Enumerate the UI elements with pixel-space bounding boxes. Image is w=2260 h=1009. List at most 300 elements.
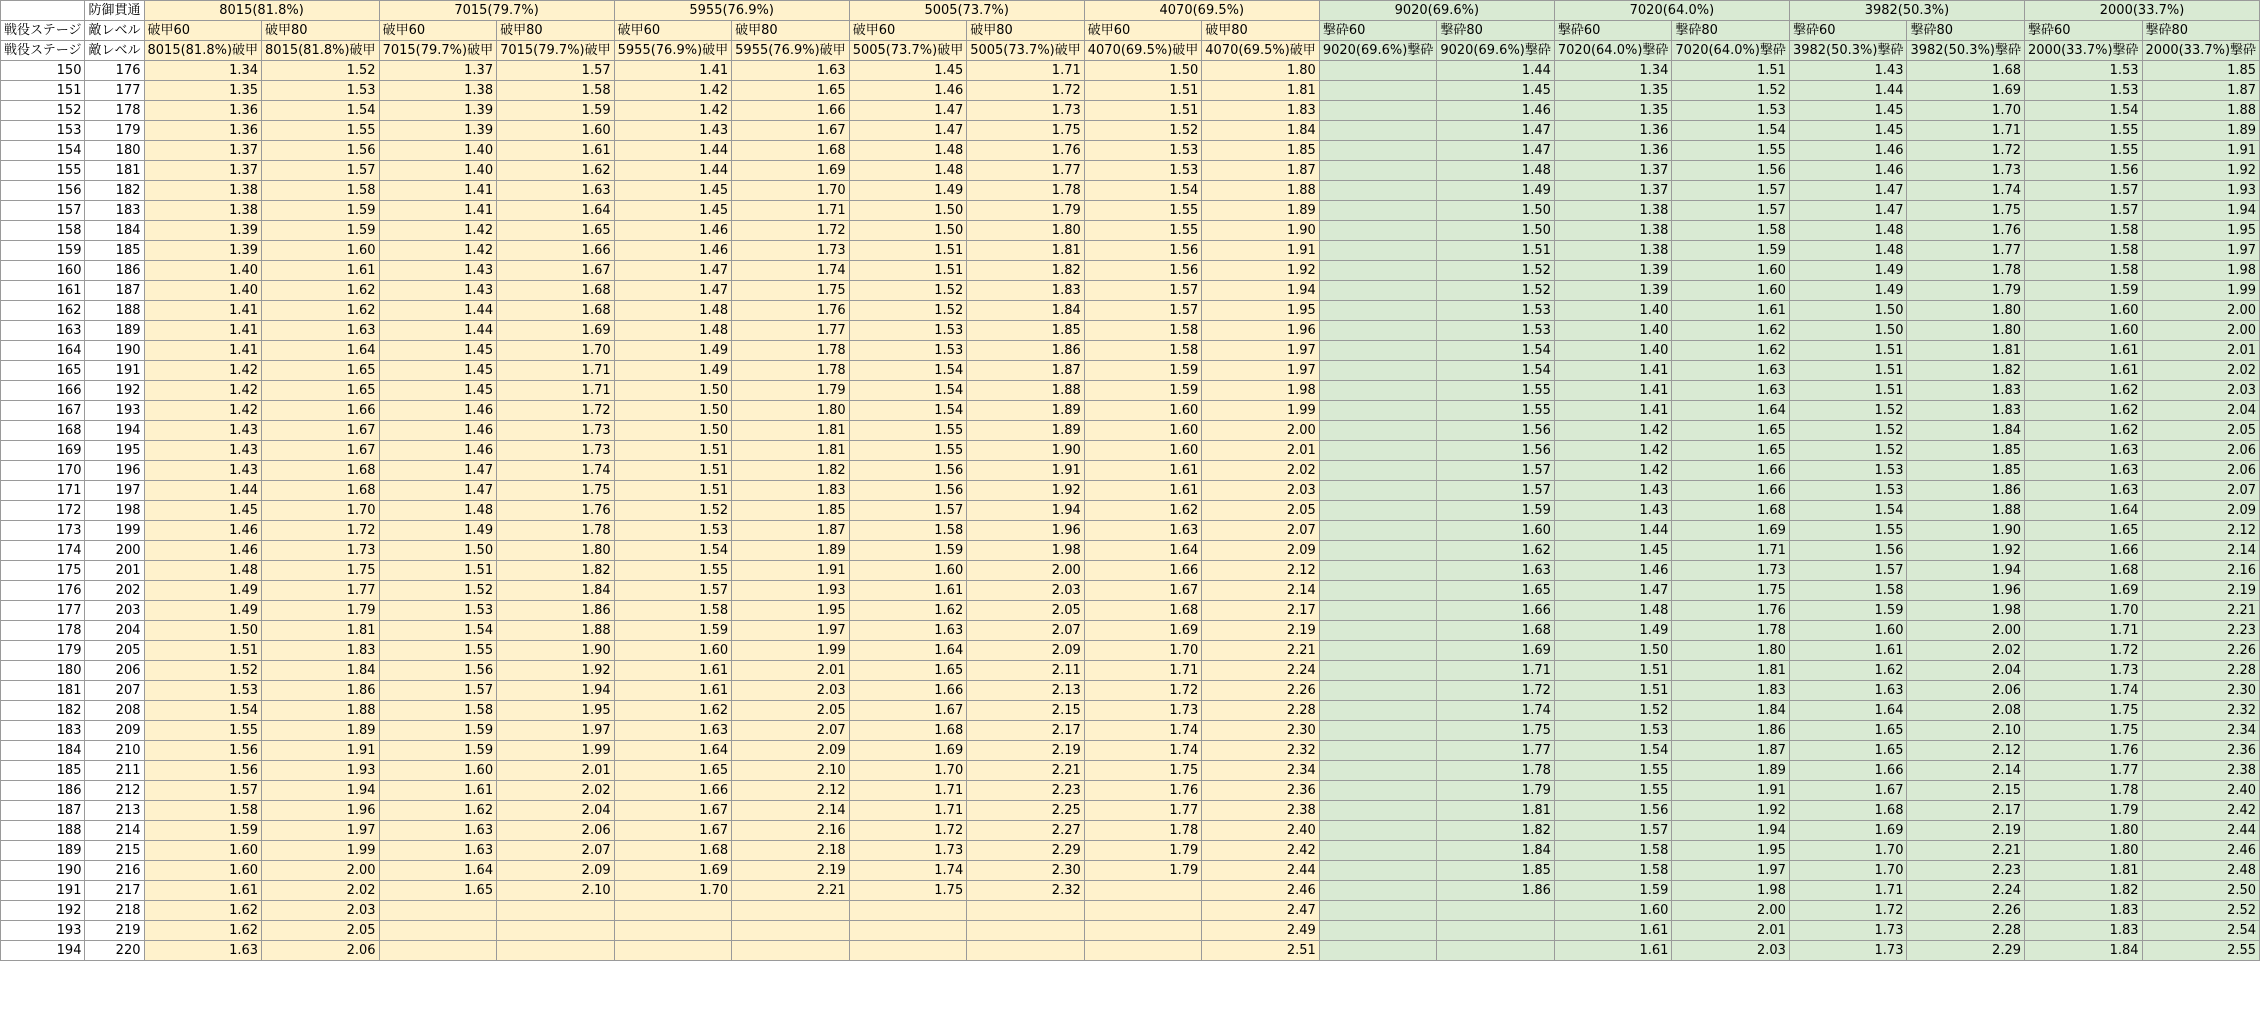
value-cell[interactable]: 1.62 [1672, 321, 1790, 341]
value-cell[interactable]: 1.51 [1084, 81, 1202, 101]
value-cell[interactable]: 1.45 [1789, 121, 1907, 141]
value-cell[interactable]: 1.61 [1789, 641, 1907, 661]
level-cell[interactable]: 191 [85, 361, 144, 381]
sub-header-cell[interactable]: 破甲60 [379, 21, 497, 41]
value-cell[interactable] [849, 921, 967, 941]
value-cell[interactable]: 1.52 [144, 661, 262, 681]
value-cell[interactable]: 1.54 [379, 621, 497, 641]
value-cell[interactable]: 2.29 [967, 841, 1085, 861]
stage-cell[interactable]: 166 [1, 381, 85, 401]
value-cell[interactable] [1319, 601, 1437, 621]
value-cell[interactable]: 1.76 [1907, 221, 2025, 241]
value-cell[interactable]: 1.67 [1084, 581, 1202, 601]
value-cell[interactable]: 1.70 [732, 181, 850, 201]
value-cell[interactable]: 2.16 [2142, 561, 2260, 581]
value-cell[interactable]: 1.46 [144, 521, 262, 541]
value-cell[interactable] [1319, 61, 1437, 81]
group-title-cell[interactable]: 4070(69.5%) [1084, 1, 1319, 21]
value-cell[interactable]: 1.50 [614, 381, 732, 401]
value-cell[interactable]: 2.36 [2142, 741, 2260, 761]
value-cell[interactable]: 1.57 [1672, 201, 1790, 221]
value-cell[interactable]: 2.12 [1202, 561, 1320, 581]
value-cell[interactable]: 1.46 [144, 541, 262, 561]
stage-cell[interactable]: 189 [1, 841, 85, 861]
value-cell[interactable]: 1.88 [967, 381, 1085, 401]
value-cell[interactable]: 1.79 [262, 601, 380, 621]
value-cell[interactable]: 1.67 [849, 701, 967, 721]
value-cell[interactable]: 1.36 [144, 121, 262, 141]
key-header-cell[interactable]: 7015(79.7%)破甲 [379, 41, 497, 61]
value-cell[interactable]: 1.53 [614, 521, 732, 541]
sub-header-cell[interactable]: 破甲60 [1084, 21, 1202, 41]
value-cell[interactable]: 1.79 [1907, 281, 2025, 301]
sub-header-cell[interactable]: 撃砕80 [1437, 21, 1555, 41]
value-cell[interactable]: 1.60 [1084, 441, 1202, 461]
value-cell[interactable]: 1.66 [1672, 461, 1790, 481]
value-cell[interactable]: 2.17 [1202, 601, 1320, 621]
value-cell[interactable] [1437, 941, 1555, 961]
value-cell[interactable]: 1.72 [262, 521, 380, 541]
value-cell[interactable]: 2.50 [2142, 881, 2260, 901]
level-cell[interactable]: 210 [85, 741, 144, 761]
value-cell[interactable]: 1.48 [144, 561, 262, 581]
value-cell[interactable]: 2.21 [2142, 601, 2260, 621]
group-title-cell[interactable]: 3982(50.3%) [1789, 1, 2024, 21]
value-cell[interactable]: 1.60 [1789, 621, 1907, 641]
value-cell[interactable]: 1.51 [144, 641, 262, 661]
value-cell[interactable]: 2.12 [1907, 741, 2025, 761]
value-cell[interactable]: 1.97 [1672, 861, 1790, 881]
header-penetration-label[interactable]: 防御貫通 [85, 1, 144, 21]
value-cell[interactable]: 2.03 [262, 901, 380, 921]
value-cell[interactable]: 1.60 [144, 841, 262, 861]
value-cell[interactable]: 1.57 [262, 161, 380, 181]
sub-header-cell[interactable]: 撃砕80 [1672, 21, 1790, 41]
value-cell[interactable]: 1.81 [1202, 81, 1320, 101]
value-cell[interactable]: 1.83 [1907, 381, 2025, 401]
value-cell[interactable] [1084, 901, 1202, 921]
value-cell[interactable]: 1.87 [1202, 161, 1320, 181]
stage-cell[interactable]: 182 [1, 701, 85, 721]
value-cell[interactable]: 1.78 [1437, 761, 1555, 781]
value-cell[interactable]: 1.46 [849, 81, 967, 101]
value-cell[interactable]: 1.94 [1907, 561, 2025, 581]
value-cell[interactable]: 1.86 [1672, 721, 1790, 741]
value-cell[interactable]: 1.39 [144, 221, 262, 241]
value-cell[interactable]: 2.34 [1202, 761, 1320, 781]
value-cell[interactable]: 1.73 [497, 421, 615, 441]
value-cell[interactable]: 2.01 [2142, 341, 2260, 361]
value-cell[interactable]: 1.51 [1672, 61, 1790, 81]
value-cell[interactable]: 1.45 [614, 181, 732, 201]
value-cell[interactable]: 2.04 [497, 801, 615, 821]
group-title-cell[interactable]: 2000(33.7%) [2025, 1, 2260, 21]
value-cell[interactable]: 1.45 [849, 61, 967, 81]
value-cell[interactable]: 1.40 [379, 161, 497, 181]
value-cell[interactable]: 1.58 [497, 81, 615, 101]
value-cell[interactable] [1319, 701, 1437, 721]
value-cell[interactable]: 1.44 [379, 321, 497, 341]
value-cell[interactable]: 1.90 [1907, 521, 2025, 541]
value-cell[interactable]: 1.64 [1789, 701, 1907, 721]
value-cell[interactable]: 1.45 [144, 501, 262, 521]
value-cell[interactable]: 2.06 [1907, 681, 2025, 701]
value-cell[interactable]: 2.10 [732, 761, 850, 781]
key-header-cell[interactable]: 5005(73.7%)破甲 [967, 41, 1085, 61]
value-cell[interactable]: 2.32 [2142, 701, 2260, 721]
value-cell[interactable]: 1.50 [379, 541, 497, 561]
value-cell[interactable]: 1.47 [614, 261, 732, 281]
value-cell[interactable]: 1.39 [144, 241, 262, 261]
value-cell[interactable]: 1.84 [967, 301, 1085, 321]
value-cell[interactable]: 1.50 [1554, 641, 1672, 661]
value-cell[interactable]: 1.56 [144, 761, 262, 781]
value-cell[interactable] [1084, 941, 1202, 961]
level-cell[interactable]: 207 [85, 681, 144, 701]
value-cell[interactable]: 1.51 [849, 241, 967, 261]
value-cell[interactable]: 1.56 [849, 461, 967, 481]
value-cell[interactable]: 1.97 [1202, 361, 1320, 381]
value-cell[interactable]: 1.50 [1437, 201, 1555, 221]
value-cell[interactable]: 1.62 [1437, 541, 1555, 561]
value-cell[interactable]: 1.42 [379, 221, 497, 241]
value-cell[interactable]: 1.43 [379, 281, 497, 301]
value-cell[interactable]: 2.04 [2142, 401, 2260, 421]
value-cell[interactable]: 1.59 [849, 541, 967, 561]
value-cell[interactable]: 1.59 [379, 721, 497, 741]
value-cell[interactable]: 1.88 [262, 701, 380, 721]
value-cell[interactable] [1084, 921, 1202, 941]
value-cell[interactable]: 1.52 [849, 301, 967, 321]
value-cell[interactable]: 1.54 [849, 361, 967, 381]
value-cell[interactable]: 1.35 [144, 81, 262, 101]
value-cell[interactable] [1319, 721, 1437, 741]
value-cell[interactable]: 1.88 [497, 621, 615, 641]
value-cell[interactable]: 1.50 [1789, 301, 1907, 321]
value-cell[interactable]: 1.99 [1202, 401, 1320, 421]
value-cell[interactable]: 1.50 [849, 221, 967, 241]
stage-cell[interactable]: 180 [1, 661, 85, 681]
value-cell[interactable]: 1.43 [1554, 481, 1672, 501]
value-cell[interactable]: 1.57 [1437, 461, 1555, 481]
value-cell[interactable]: 1.58 [144, 801, 262, 821]
value-cell[interactable]: 1.58 [1554, 861, 1672, 881]
value-cell[interactable]: 1.62 [1789, 661, 1907, 681]
value-cell[interactable]: 1.66 [614, 781, 732, 801]
value-cell[interactable]: 1.56 [1084, 261, 1202, 281]
group-title-cell[interactable]: 5955(76.9%) [614, 1, 849, 21]
value-cell[interactable]: 1.77 [1907, 241, 2025, 261]
value-cell[interactable] [1319, 341, 1437, 361]
value-cell[interactable]: 1.92 [2142, 161, 2260, 181]
value-cell[interactable]: 1.53 [1554, 721, 1672, 741]
value-cell[interactable]: 1.51 [1554, 661, 1672, 681]
level-cell[interactable]: 180 [85, 141, 144, 161]
value-cell[interactable]: 1.92 [1672, 801, 1790, 821]
value-cell[interactable]: 2.09 [1202, 541, 1320, 561]
value-cell[interactable]: 1.89 [1672, 761, 1790, 781]
value-cell[interactable]: 1.35 [1554, 101, 1672, 121]
value-cell[interactable]: 2.44 [2142, 821, 2260, 841]
value-cell[interactable]: 1.66 [497, 241, 615, 261]
value-cell[interactable] [1319, 81, 1437, 101]
value-cell[interactable]: 1.65 [614, 761, 732, 781]
value-cell[interactable]: 1.75 [1907, 201, 2025, 221]
value-cell[interactable]: 1.74 [732, 261, 850, 281]
key-header-cell[interactable]: 2000(33.7%)撃砕 [2142, 41, 2260, 61]
value-cell[interactable]: 1.40 [1554, 341, 1672, 361]
stage-cell[interactable]: 157 [1, 201, 85, 221]
value-cell[interactable]: 1.63 [144, 941, 262, 961]
value-cell[interactable]: 1.68 [262, 461, 380, 481]
value-cell[interactable]: 1.63 [2025, 481, 2143, 501]
value-cell[interactable]: 1.94 [262, 781, 380, 801]
value-cell[interactable]: 2.40 [1202, 821, 1320, 841]
value-cell[interactable]: 1.98 [2142, 261, 2260, 281]
value-cell[interactable]: 1.71 [849, 781, 967, 801]
value-cell[interactable]: 1.85 [732, 501, 850, 521]
value-cell[interactable]: 1.64 [849, 641, 967, 661]
value-cell[interactable]: 1.57 [1789, 561, 1907, 581]
value-cell[interactable]: 1.41 [144, 321, 262, 341]
key-header-cell[interactable]: 5955(76.9%)破甲 [614, 41, 732, 61]
value-cell[interactable]: 1.77 [1084, 801, 1202, 821]
value-cell[interactable] [1319, 161, 1437, 181]
value-cell[interactable] [1319, 741, 1437, 761]
value-cell[interactable]: 1.49 [614, 361, 732, 381]
key-header-cell[interactable]: 3982(50.3%)撃砕 [1907, 41, 2025, 61]
value-cell[interactable]: 1.77 [2025, 761, 2143, 781]
header-stage-label[interactable]: 戦役ステージ [1, 41, 85, 61]
value-cell[interactable]: 1.63 [262, 321, 380, 341]
value-cell[interactable]: 1.56 [379, 661, 497, 681]
value-cell[interactable]: 1.47 [379, 481, 497, 501]
value-cell[interactable]: 1.79 [967, 201, 1085, 221]
value-cell[interactable]: 2.42 [2142, 801, 2260, 821]
value-cell[interactable]: 1.63 [614, 721, 732, 741]
stage-cell[interactable]: 191 [1, 881, 85, 901]
value-cell[interactable] [732, 921, 850, 941]
value-cell[interactable]: 1.84 [1907, 421, 2025, 441]
value-cell[interactable]: 1.59 [1554, 881, 1672, 901]
value-cell[interactable]: 1.50 [614, 421, 732, 441]
value-cell[interactable]: 1.83 [967, 281, 1085, 301]
value-cell[interactable]: 1.54 [262, 101, 380, 121]
value-cell[interactable]: 1.70 [2025, 601, 2143, 621]
value-cell[interactable]: 1.62 [144, 901, 262, 921]
value-cell[interactable]: 1.78 [967, 181, 1085, 201]
value-cell[interactable]: 2.05 [2142, 421, 2260, 441]
value-cell[interactable]: 1.46 [1789, 141, 1907, 161]
value-cell[interactable]: 1.83 [1202, 101, 1320, 121]
value-cell[interactable]: 1.46 [614, 221, 732, 241]
value-cell[interactable]: 1.73 [849, 841, 967, 861]
value-cell[interactable]: 1.55 [2025, 141, 2143, 161]
key-header-cell[interactable]: 7020(64.0%)撃砕 [1672, 41, 1790, 61]
value-cell[interactable]: 1.69 [1437, 641, 1555, 661]
stage-cell[interactable]: 153 [1, 121, 85, 141]
value-cell[interactable]: 1.83 [1672, 681, 1790, 701]
value-cell[interactable]: 1.52 [262, 61, 380, 81]
value-cell[interactable]: 1.61 [614, 661, 732, 681]
value-cell[interactable]: 1.56 [1789, 541, 1907, 561]
value-cell[interactable]: 1.42 [1554, 421, 1672, 441]
level-cell[interactable]: 177 [85, 81, 144, 101]
value-cell[interactable]: 2.30 [1202, 721, 1320, 741]
value-cell[interactable]: 1.74 [1907, 181, 2025, 201]
value-cell[interactable]: 1.60 [849, 561, 967, 581]
value-cell[interactable]: 2.34 [2142, 721, 2260, 741]
value-cell[interactable] [1319, 461, 1437, 481]
value-cell[interactable]: 1.74 [2025, 681, 2143, 701]
value-cell[interactable]: 1.41 [379, 201, 497, 221]
value-cell[interactable]: 2.06 [2142, 441, 2260, 461]
value-cell[interactable]: 1.53 [1084, 141, 1202, 161]
value-cell[interactable]: 1.57 [1084, 301, 1202, 321]
value-cell[interactable]: 2.01 [732, 661, 850, 681]
value-cell[interactable]: 1.52 [379, 581, 497, 601]
value-cell[interactable]: 1.58 [1789, 581, 1907, 601]
value-cell[interactable]: 1.38 [144, 181, 262, 201]
value-cell[interactable]: 2.06 [2142, 461, 2260, 481]
value-cell[interactable]: 1.38 [1554, 201, 1672, 221]
value-cell[interactable]: 2.26 [2142, 641, 2260, 661]
value-cell[interactable]: 1.41 [1554, 401, 1672, 421]
value-cell[interactable]: 1.60 [144, 861, 262, 881]
value-cell[interactable] [1319, 581, 1437, 601]
value-cell[interactable] [1319, 481, 1437, 501]
value-cell[interactable] [849, 901, 967, 921]
value-cell[interactable]: 1.51 [849, 261, 967, 281]
value-cell[interactable]: 1.62 [2025, 401, 2143, 421]
stage-cell[interactable]: 169 [1, 441, 85, 461]
key-header-cell[interactable]: 7015(79.7%)破甲 [497, 41, 615, 61]
value-cell[interactable]: 1.53 [1672, 101, 1790, 121]
value-cell[interactable]: 1.65 [262, 381, 380, 401]
value-cell[interactable]: 1.83 [1907, 401, 2025, 421]
value-cell[interactable]: 1.59 [144, 821, 262, 841]
value-cell[interactable]: 1.53 [1789, 481, 1907, 501]
value-cell[interactable]: 2.06 [497, 821, 615, 841]
value-cell[interactable]: 1.62 [379, 801, 497, 821]
value-cell[interactable]: 1.55 [379, 641, 497, 661]
value-cell[interactable]: 2.15 [1907, 781, 2025, 801]
value-cell[interactable]: 1.63 [2025, 461, 2143, 481]
stage-cell[interactable]: 170 [1, 461, 85, 481]
value-cell[interactable]: 1.49 [1554, 621, 1672, 641]
value-cell[interactable]: 2.00 [967, 561, 1085, 581]
value-cell[interactable]: 1.67 [1789, 781, 1907, 801]
value-cell[interactable]: 1.51 [1789, 381, 1907, 401]
value-cell[interactable]: 1.66 [732, 101, 850, 121]
level-cell[interactable]: 192 [85, 381, 144, 401]
value-cell[interactable]: 2.04 [1907, 661, 2025, 681]
value-cell[interactable]: 1.59 [614, 621, 732, 641]
value-cell[interactable]: 1.73 [732, 241, 850, 261]
value-cell[interactable]: 1.57 [1672, 181, 1790, 201]
value-cell[interactable]: 2.07 [732, 721, 850, 741]
value-cell[interactable]: 1.78 [1907, 261, 2025, 281]
value-cell[interactable]: 1.62 [1672, 341, 1790, 361]
value-cell[interactable]: 1.95 [497, 701, 615, 721]
value-cell[interactable]: 1.82 [1437, 821, 1555, 841]
value-cell[interactable]: 2.02 [262, 881, 380, 901]
value-cell[interactable]: 2.40 [2142, 781, 2260, 801]
value-cell[interactable]: 1.42 [144, 381, 262, 401]
value-cell[interactable]: 1.43 [614, 121, 732, 141]
value-cell[interactable]: 1.59 [262, 201, 380, 221]
level-cell[interactable]: 201 [85, 561, 144, 581]
value-cell[interactable]: 1.70 [262, 501, 380, 521]
value-cell[interactable]: 1.37 [144, 161, 262, 181]
value-cell[interactable]: 1.62 [1084, 501, 1202, 521]
value-cell[interactable]: 1.96 [1907, 581, 2025, 601]
level-cell[interactable]: 185 [85, 241, 144, 261]
value-cell[interactable]: 1.58 [1554, 841, 1672, 861]
value-cell[interactable]: 1.59 [2025, 281, 2143, 301]
value-cell[interactable]: 1.65 [732, 81, 850, 101]
group-title-cell[interactable]: 9020(69.6%) [1319, 1, 1554, 21]
value-cell[interactable] [1319, 281, 1437, 301]
value-cell[interactable]: 1.64 [262, 341, 380, 361]
value-cell[interactable] [1319, 841, 1437, 861]
value-cell[interactable]: 1.82 [497, 561, 615, 581]
value-cell[interactable]: 1.67 [614, 821, 732, 841]
value-cell[interactable]: 1.69 [1907, 81, 2025, 101]
value-cell[interactable]: 1.44 [144, 481, 262, 501]
value-cell[interactable]: 1.46 [379, 401, 497, 421]
value-cell[interactable]: 1.49 [144, 601, 262, 621]
value-cell[interactable]: 1.59 [1084, 381, 1202, 401]
value-cell[interactable]: 1.84 [1672, 701, 1790, 721]
value-cell[interactable]: 1.62 [614, 701, 732, 721]
value-cell[interactable]: 1.99 [497, 741, 615, 761]
value-cell[interactable]: 1.87 [2142, 81, 2260, 101]
value-cell[interactable]: 1.63 [1084, 521, 1202, 541]
value-cell[interactable]: 2.07 [2142, 481, 2260, 501]
value-cell[interactable]: 1.47 [1554, 581, 1672, 601]
level-cell[interactable]: 202 [85, 581, 144, 601]
value-cell[interactable]: 1.66 [1789, 761, 1907, 781]
value-cell[interactable]: 2.03 [1202, 481, 1320, 501]
value-cell[interactable]: 1.65 [2025, 521, 2143, 541]
value-cell[interactable]: 2.00 [262, 861, 380, 881]
value-cell[interactable] [614, 921, 732, 941]
value-cell[interactable]: 1.53 [2025, 81, 2143, 101]
value-cell[interactable]: 1.53 [379, 601, 497, 621]
value-cell[interactable]: 1.91 [1202, 241, 1320, 261]
value-cell[interactable]: 1.47 [379, 461, 497, 481]
value-cell[interactable]: 1.54 [2025, 101, 2143, 121]
value-cell[interactable]: 1.57 [2025, 201, 2143, 221]
value-cell[interactable]: 1.67 [614, 801, 732, 821]
stage-cell[interactable]: 194 [1, 941, 85, 961]
value-cell[interactable]: 1.56 [1437, 441, 1555, 461]
value-cell[interactable]: 1.80 [967, 221, 1085, 241]
value-cell[interactable]: 1.52 [1554, 701, 1672, 721]
value-cell[interactable]: 1.48 [1554, 601, 1672, 621]
value-cell[interactable]: 1.75 [2025, 721, 2143, 741]
value-cell[interactable]: 1.72 [732, 221, 850, 241]
value-cell[interactable]: 1.43 [144, 461, 262, 481]
value-cell[interactable]: 1.64 [614, 741, 732, 761]
value-cell[interactable]: 1.51 [614, 481, 732, 501]
value-cell[interactable] [1319, 661, 1437, 681]
value-cell[interactable]: 1.92 [1907, 541, 2025, 561]
sub-header-cell[interactable]: 破甲80 [967, 21, 1085, 41]
key-header-cell[interactable]: 9020(69.6%)撃砕 [1319, 41, 1437, 61]
value-cell[interactable]: 1.64 [2025, 501, 2143, 521]
